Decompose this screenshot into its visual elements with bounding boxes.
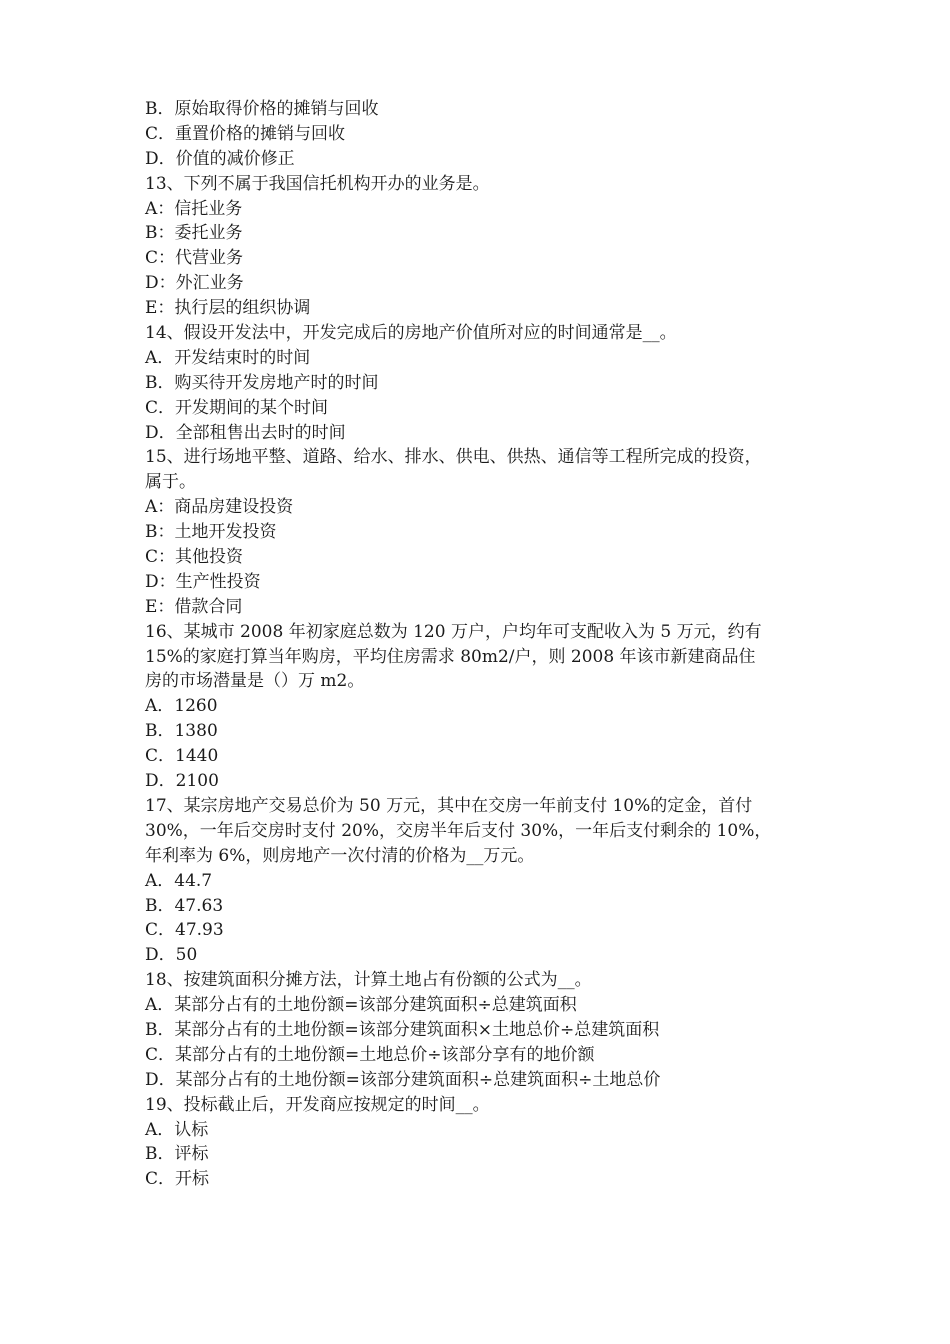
option-line: D．某部分占有的土地份额=该部分建筑面积÷总建筑面积÷土地总价	[145, 1069, 661, 1090]
option-line: C：其他投资	[145, 547, 244, 568]
question-line: 13、下列不属于我国信托机构开办的业务是。	[145, 173, 490, 194]
option-line: B．原始取得价格的摊销与回收	[145, 99, 379, 119]
option-line: E：执行层的组织协调	[145, 298, 311, 319]
option-line: B：委托业务	[145, 223, 243, 244]
option-line: B．某部分占有的土地份额=该部分建筑面积×土地总价÷总建筑面积	[145, 1019, 660, 1040]
option-line: C．某部分占有的土地份额=土地总价÷该部分享有的地价额	[145, 1044, 595, 1065]
option-line: C．开标	[145, 1169, 210, 1190]
option-line: A．某部分占有的土地份额=该部分建筑面积÷总建筑面积	[145, 995, 577, 1016]
option-line: B：土地开发投资	[145, 522, 277, 543]
option-line: D．价值的减价修正	[145, 148, 295, 169]
option-line: C．47.93	[145, 920, 224, 941]
option-line: D．50	[145, 945, 198, 966]
option-line: E：借款合同	[145, 596, 243, 617]
option-line: A．认标	[145, 1119, 209, 1140]
option-line: B．评标	[145, 1144, 209, 1165]
question-line: 18、按建筑面积分摊方法，计算土地占有份额的公式为__。	[145, 970, 592, 991]
question-line: 房的市场潜量是（）万 m2。	[145, 671, 365, 692]
question-line: 30%，一年后交房时支付 20%，交房半年后支付 30%，一年后支付剩余的 10%，	[145, 820, 772, 841]
question-line: 15、进行场地平整、道路、给水、排水、供电、供热、通信等工程所完成的投资，	[145, 447, 762, 468]
question-text-block	[145, 97, 807, 1192]
question-line: 17、某宗房地产交易总价为 50 万元，其中在交房一年前支付 10%的定金，首付	[145, 795, 753, 816]
option-line: B．1380	[145, 721, 218, 742]
option-line: B．47.63	[145, 895, 224, 916]
option-line: A．44.7	[145, 870, 213, 891]
question-line: 19、投标截止后，开发商应按规定的时间__。	[145, 1094, 490, 1115]
option-line: C．重置价格的摊销与回收	[145, 123, 346, 144]
option-line: C．开发期间的某个时间	[145, 397, 329, 418]
option-line: D：外汇业务	[145, 273, 244, 294]
option-line: A：信托业务	[145, 198, 243, 219]
option-line: A．开发结束时的时间	[145, 347, 311, 368]
question-line: 15%的家庭打算当年购房，平均住房需求 80m2/户，则 2008 年该市新建商品住	[145, 646, 756, 667]
option-line: A．1260	[145, 696, 218, 717]
option-line: C：代营业务	[145, 248, 244, 269]
question-line: 14、假设开发法中，开发完成后的房地产价值所对应的时间通常是__。	[145, 323, 677, 344]
question-line: 16、某城市 2008 年初家庭总数为 120 万户，户均年可支配收入为 5 万元，约有	[145, 621, 762, 642]
option-line: A：商品房建设投资	[145, 497, 294, 518]
option-line: D．2100	[145, 771, 219, 792]
option-line: B．购买待开发房地产时的时间	[145, 372, 379, 393]
option-line: D：生产性投资	[145, 571, 261, 592]
option-line: C．1440	[145, 746, 219, 767]
question-line: 年利率为 6%，则房地产一次付清的价格为__万元。	[145, 845, 535, 866]
option-line: D．全部租售出去时的时间	[145, 422, 346, 443]
question-line: 属于。	[145, 472, 196, 493]
